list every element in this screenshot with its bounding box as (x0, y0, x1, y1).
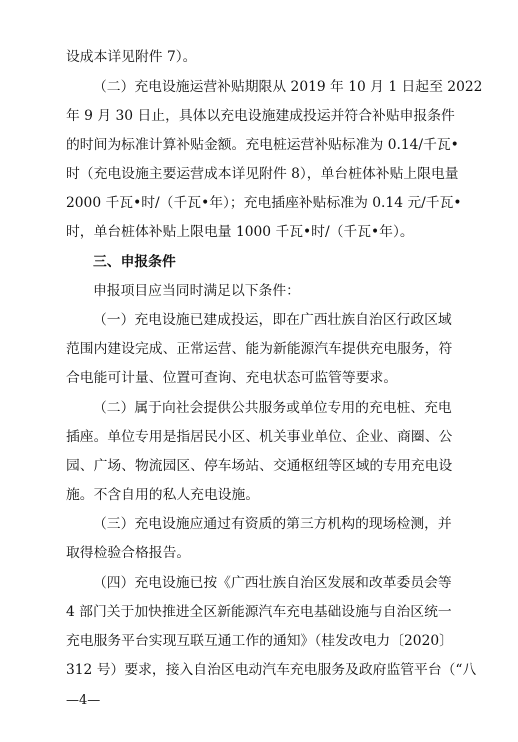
paragraph-line: 时（充电设施主要运营成本详见附件 8），单台桩体补贴上限电量 (66, 166, 459, 182)
paragraph-line: 施。不含自用的私人充电设施。 (66, 487, 260, 503)
paragraph-line: 插座。单位专用是指居民小区、机关事业单位、企业、商圈、公 (66, 429, 453, 445)
paragraph-line: 充电服务平台实现互联互通工作的通知》（桂发改电力〔2020〕 (66, 633, 453, 649)
paragraph-line: 园、广场、物流园区、停车场站、交通枢纽等区域的专用充电设 (66, 458, 453, 474)
paragraph-line: 范围内建设完成、正常运营、能为新能源汽车提供充电服务，符 (66, 341, 453, 357)
paragraph-line: （四）充电设施已按《广西壮族自治区发展和改革委员会等 (93, 575, 452, 591)
paragraph-line: 的时间为标准计算补贴金额。充电桩运营补贴标准为 0.14/千瓦• (66, 137, 459, 153)
paragraph-line: （二）充电设施运营补贴期限从 2019 年 10 月 1 日起至 2022 (93, 79, 483, 95)
paragraph-line: （一）充电设施已建成投运，即在广西壮族自治区行政区域 (93, 312, 452, 328)
paragraph-line: 取得检验合格报告。 (66, 545, 191, 561)
page-number: —4— (66, 693, 101, 708)
paragraph-line: 2000 千瓦•时/（千瓦•年）；充电插座补贴标准为 0.14 元/千瓦• (66, 195, 462, 211)
paragraph-line: 设成本详见附件 7）。 (66, 49, 197, 65)
section-heading: 三、申报条件 (93, 254, 176, 270)
paragraph-line: 4 部门关于加快推进全区新能源汽车充电基础设施与自治区统一 (66, 604, 452, 620)
paragraph-line: （三）充电设施应通过有资质的第三方机构的现场检测，并 (93, 516, 452, 532)
paragraph-line: 312 号）要求，接入自治区电动汽车充电服务及政府监管平台（“八 (66, 662, 477, 678)
paragraph-line: 年 9 月 30 日止，具体以充电设施建成投运并符合补贴申报条件 (66, 108, 455, 124)
paragraph-line: （二）属于向社会提供公共服务或单位专用的充电桩、充电 (93, 400, 452, 416)
paragraph-line: 时，单台桩体补贴上限电量 1000 千瓦•时/（千瓦•年）。 (66, 224, 414, 240)
paragraph-line: 申报项目应当同时满足以下条件： (93, 283, 300, 299)
paragraph-line: 合电能可计量、位置可查询、充电状态可监管等要求。 (66, 370, 398, 386)
